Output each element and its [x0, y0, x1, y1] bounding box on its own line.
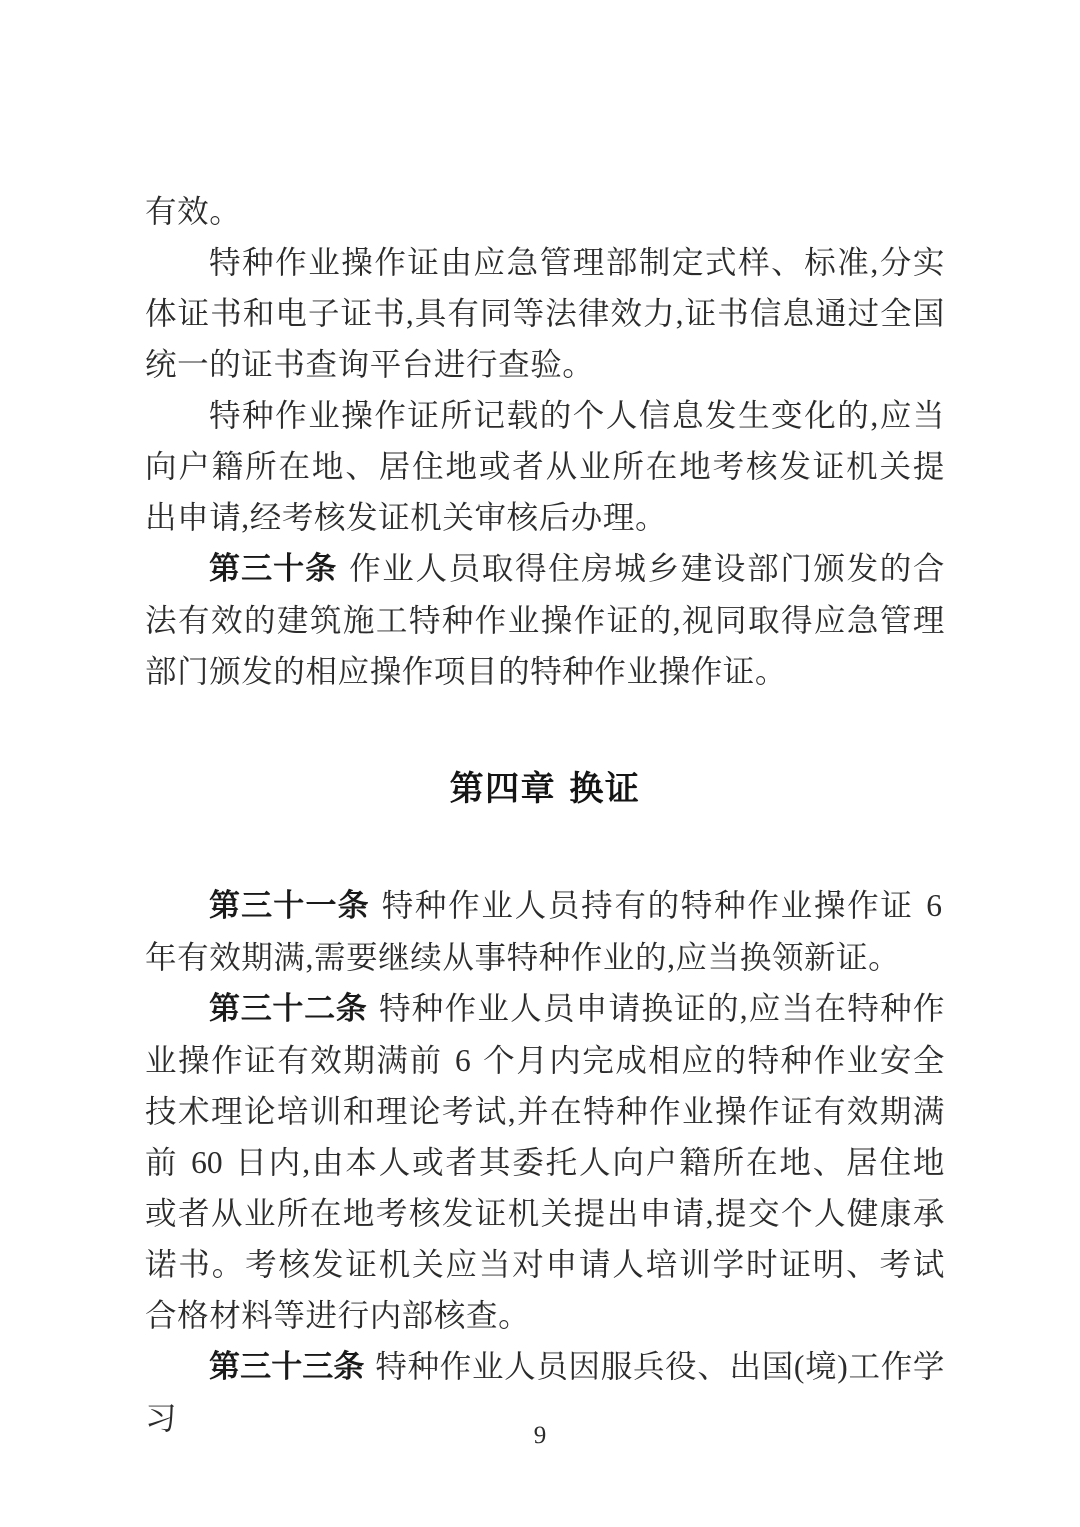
article-31: [145, 880, 945, 983]
paragraph-personal-info-change: [145, 390, 945, 543]
article-body-31: 特种作业人员持有的特种作业操作证 6 年有效期满,需要继续从事特种作业的,应当换领新证。: [145, 888, 945, 975]
paragraph-cert-format: [145, 237, 945, 390]
inline-numeral: 60: [191, 1145, 223, 1180]
article-number-32: 第三十二条: [209, 991, 368, 1027]
article-32: [145, 983, 945, 1341]
heading-bottom-spacer: [145, 810, 945, 880]
article-body-33: 特种作业人员因服兵役、出国(境)工作学习: [145, 1349, 945, 1436]
article-number-33: 第三十三条: [209, 1349, 365, 1385]
article-body-30: 作业人员取得住房城乡建设部门颁发的合法有效的建筑施工特种作业操作证的,视同取得应急管理部门颁发的相应操作项目的特种作业操作证。: [145, 551, 946, 689]
chapter-heading: 第四章 换证: [449, 769, 641, 809]
page-body-text: [145, 186, 945, 1444]
article-number-30: 第三十条: [209, 551, 338, 587]
inline-numeral: 6: [454, 1043, 471, 1078]
paragraph-text: 特种作业操作证由应急管理部制定式样、标准,分实体证书和电子证书,具有同等法律效力,证书信息通过全国统一的证书查询平台进行查验。: [145, 245, 945, 382]
article-body-32: 特种作业人员申请换证的,应当在特种作业操作证有效期满前 6 个月内完成相应的特种作业安全技术理论培训和理论考试,并在特种作业操作证有效期满前 60 日内,由本人或者其委托人向户籍所在地、居住地或者从业所在地考核发证机关提出申请,提交个人健康承诺书。考核发证机关应当对申请人培训学时证明、考试合格材料等进行内部核查。: [145, 991, 945, 1333]
page-number: 9: [533, 1422, 547, 1449]
article-30: [145, 543, 945, 697]
paragraph-text: 有效。: [145, 194, 242, 229]
paragraph-continued-line: [145, 186, 945, 237]
heading-top-spacer: [145, 697, 945, 761]
article-number-31: 第三十一条: [209, 888, 370, 924]
paragraph-text: 特种作业操作证所记载的个人信息发生变化的,应当向户籍所在地、居住地或者从业所在地考核发证机关提出申请,经考核发证机关审核后办理。: [145, 398, 945, 535]
inline-numeral: 6: [926, 888, 943, 923]
